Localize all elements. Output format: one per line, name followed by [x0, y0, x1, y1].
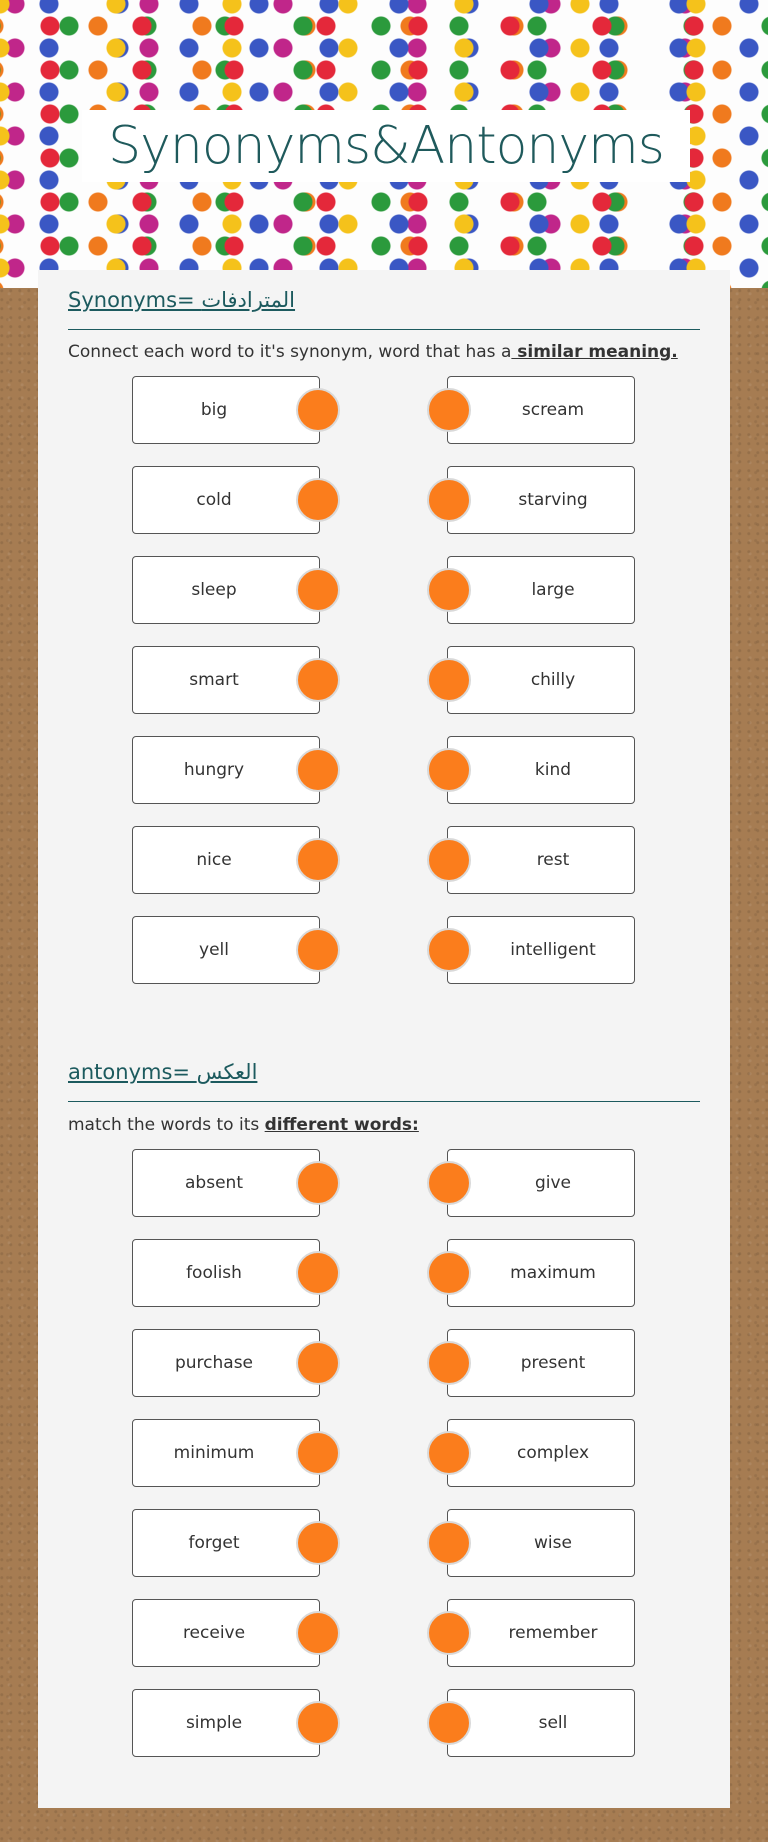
synonyms-left-word: big: [200, 400, 228, 420]
antonyms-right-word-box[interactable]: [447, 1689, 635, 1757]
synonyms-right-word: starving: [518, 490, 588, 510]
synonyms-right-word: rest: [536, 850, 570, 870]
antonyms-left-connector-dot[interactable]: [296, 1431, 340, 1475]
synonyms-left-connector-dot[interactable]: [296, 658, 340, 702]
synonyms-right-connector-dot[interactable]: [427, 928, 471, 972]
antonyms-right-connector-dot[interactable]: [427, 1521, 471, 1565]
antonyms-right-connector-dot[interactable]: [427, 1161, 471, 1205]
synonyms-right-word: kind: [534, 760, 572, 780]
synonyms-left-word-box[interactable]: [132, 646, 320, 714]
synonyms-right-word: chilly: [530, 670, 576, 690]
synonyms-instruction: [68, 342, 678, 362]
antonyms-left-word-box[interactable]: [132, 1599, 320, 1667]
antonyms-left-connector-dot[interactable]: [296, 1701, 340, 1745]
synonyms-instruction-emphasis: similar meaning.: [511, 342, 678, 362]
antonyms-instruction-emphasis: different words:: [264, 1115, 419, 1135]
synonyms-left-word-box[interactable]: [132, 556, 320, 624]
synonyms-left-connector-dot[interactable]: [296, 838, 340, 882]
antonyms-left-word-box[interactable]: [132, 1149, 320, 1217]
antonyms-right-connector-dot[interactable]: [427, 1701, 471, 1745]
synonyms-left-word: nice: [196, 850, 232, 870]
antonyms-left-word: absent: [185, 1173, 243, 1193]
synonyms-right-connector-dot[interactable]: [427, 748, 471, 792]
worksheet-card: [38, 270, 730, 1808]
synonyms-right-word-box[interactable]: [447, 556, 635, 624]
synonyms-left-connector-dot[interactable]: [296, 388, 340, 432]
antonyms-right-connector-dot[interactable]: [427, 1251, 471, 1295]
antonyms-right-word: wise: [534, 1533, 572, 1553]
synonyms-left-connector-dot[interactable]: [296, 928, 340, 972]
synonyms-divider: [68, 329, 700, 330]
page-title: Synonyms&Antonyms: [108, 116, 664, 176]
synonyms-left-word: yell: [199, 940, 229, 960]
synonyms-left-word: cold: [196, 490, 232, 510]
antonyms-left-connector-dot[interactable]: [296, 1341, 340, 1385]
synonyms-left-word-box[interactable]: [132, 466, 320, 534]
antonyms-left-connector-dot[interactable]: [296, 1521, 340, 1565]
synonyms-right-connector-dot[interactable]: [427, 568, 471, 612]
antonyms-left-word-box[interactable]: [132, 1689, 320, 1757]
synonyms-right-word-box[interactable]: [447, 466, 635, 534]
antonyms-divider: [68, 1101, 700, 1102]
antonyms-left-connector-dot[interactable]: [296, 1161, 340, 1205]
antonyms-right-word-box[interactable]: [447, 1509, 635, 1577]
synonyms-heading: Synonyms= المترادفات: [68, 288, 296, 312]
synonyms-right-connector-dot[interactable]: [427, 658, 471, 702]
synonyms-left-word: hungry: [183, 760, 245, 780]
antonyms-left-word-box[interactable]: [132, 1419, 320, 1487]
antonyms-right-word: complex: [516, 1443, 590, 1463]
antonyms-left-word: foolish: [186, 1263, 242, 1283]
antonyms-right-word-box[interactable]: [447, 1149, 635, 1217]
antonyms-right-word-box[interactable]: [447, 1239, 635, 1307]
synonyms-left-connector-dot[interactable]: [296, 568, 340, 612]
synonyms-right-word-box[interactable]: [447, 826, 635, 894]
synonyms-right-connector-dot[interactable]: [427, 478, 471, 522]
synonyms-right-word-box[interactable]: [447, 646, 635, 714]
antonyms-left-word: forget: [188, 1533, 240, 1553]
antonyms-right-connector-dot[interactable]: [427, 1431, 471, 1475]
antonyms-right-word: give: [534, 1173, 572, 1193]
title-box: [82, 110, 690, 182]
antonyms-right-word: remember: [508, 1623, 598, 1643]
antonyms-left-word-box[interactable]: [132, 1239, 320, 1307]
synonyms-left-word-box[interactable]: [132, 736, 320, 804]
synonyms-left-word: sleep: [191, 580, 237, 600]
antonyms-right-connector-dot[interactable]: [427, 1341, 471, 1385]
antonyms-right-word-box[interactable]: [447, 1599, 635, 1667]
antonyms-left-connector-dot[interactable]: [296, 1251, 340, 1295]
antonyms-right-word: sell: [538, 1713, 568, 1733]
synonyms-right-word-box[interactable]: [447, 736, 635, 804]
synonyms-left-word-box[interactable]: [132, 826, 320, 894]
antonyms-left-word: simple: [185, 1713, 243, 1733]
antonyms-left-word-box[interactable]: [132, 1329, 320, 1397]
synonyms-left-word: smart: [189, 670, 239, 690]
antonyms-left-word: receive: [182, 1623, 246, 1643]
antonyms-left-word: purchase: [174, 1353, 254, 1373]
antonyms-left-word: minimum: [173, 1443, 255, 1463]
synonyms-right-connector-dot[interactable]: [427, 838, 471, 882]
antonyms-right-connector-dot[interactable]: [427, 1611, 471, 1655]
synonyms-left-word-box[interactable]: [132, 916, 320, 984]
synonyms-left-word-box[interactable]: [132, 376, 320, 444]
antonyms-instruction: [68, 1115, 419, 1135]
synonyms-right-word-box[interactable]: [447, 376, 635, 444]
synonyms-right-word: large: [531, 580, 575, 600]
antonyms-instruction-text: match the words to its: [68, 1115, 265, 1135]
antonyms-right-word: maximum: [510, 1263, 596, 1283]
synonyms-instruction-text: Connect each word to it's synonym, word that has a: [68, 342, 512, 362]
synonyms-right-word: scream: [521, 400, 585, 420]
synonyms-left-connector-dot[interactable]: [296, 478, 340, 522]
antonyms-right-word-box[interactable]: [447, 1419, 635, 1487]
synonyms-right-word: intelligent: [510, 940, 596, 960]
antonyms-left-connector-dot[interactable]: [296, 1611, 340, 1655]
antonyms-heading: antonyms= العكس: [68, 1060, 258, 1084]
antonyms-right-word: present: [520, 1353, 586, 1373]
synonyms-left-connector-dot[interactable]: [296, 748, 340, 792]
antonyms-right-word-box[interactable]: [447, 1329, 635, 1397]
antonyms-left-word-box[interactable]: [132, 1509, 320, 1577]
synonyms-right-word-box[interactable]: [447, 916, 635, 984]
synonyms-right-connector-dot[interactable]: [427, 388, 471, 432]
